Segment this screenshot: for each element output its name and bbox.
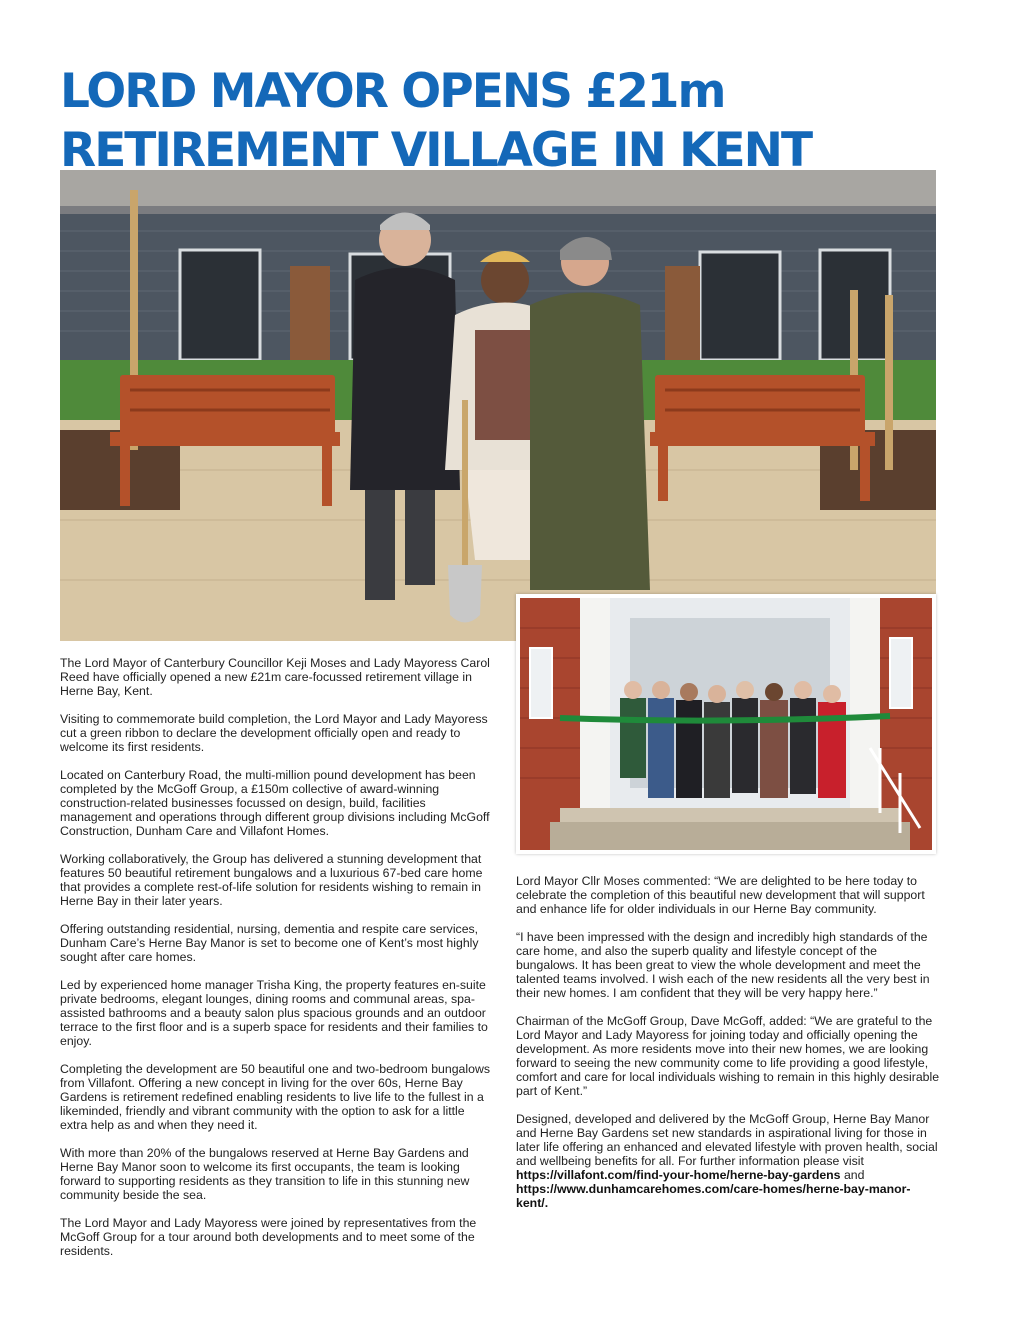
paragraph: The Lord Mayor and Lady Mayoress were joined by representatives from the McGoff Group for a tour around both developments and to meet some of the residents. [60,1216,477,1258]
closing-paragraph [516,1112,940,1210]
closing-text: Designed, developed and delivered by the McGoff Group, Herne Bay Manor and Herne Bay Gardens set new standards in aspirational living for those in later life offering an enhanced and elevated lifestyle with proven health, social and wellbeing benefits for all. For further information please visit [516,1112,938,1168]
main-photo [60,170,936,641]
paragraph: Offering outstanding residential, nursing, dementia and respite care services, Dunham Care’s Herne Bay Manor is set to become one of Kent’s most highly sought after care homes. [60,922,479,964]
ribbon-cutting-photo [516,594,936,854]
paragraph: Located on Canterbury Road, the multi-million pound development has been completed by the McGoff Group, a £150m collective of award-winning construction-related businesses focussed on design, build, facilities management and operations through different group divisions including McGoff Construction, Dunham Care and Villafont Homes. [60,768,490,838]
villafont-link[interactable]: https://villafont.com/find-your-home/herne-bay-gardens [516,1168,841,1182]
paragraph: Led by experienced home manager Trisha King, the property features en-suite private bedrooms, elegant lounges, dining rooms and communal areas, spa-assisted bathrooms and a beauty salon plus spacious grounds and an outdoor terrace to the first floor and is a superb space for residents and their families to enjoy. [60,978,488,1048]
paragraph: Working collaboratively, the Group has delivered a stunning development that features 50 beautiful retirement bungalows and a luxurious 67-bed care home that provides a complete rest-of-life solution for residents wishing to remain in Herne Bay in their later years. [60,852,483,908]
paragraph: “I have been impressed with the design and incredibly high standards of the care home, and also the superb quality and lifestyle concept of the bungalows. It has been great to view the whole development and meet the talented teams involved. I wish each of the new residents all the very best in their new homes. I am confident that they will be very happy here.” [516,930,930,1000]
dunham-care-link[interactable]: https://www.dunhamcarehomes.com/care-homes/herne-bay-manor-kent/. [516,1182,911,1210]
paragraph: Visiting to commemorate build completion, the Lord Mayor and Lady Mayoress cut a green ribbon to declare the development officially open and ready to welcome its first residents. [60,712,488,754]
headline-line-1: LORD MAYOR OPENS £21m [60,64,725,119]
paragraph: The Lord Mayor of Canterbury Councillor Keji Moses and Lady Mayoress Carol Reed have officially opened a new £21m care-focussed retirement village in Herne Bay, Kent. [60,656,490,698]
article-right-column [516,874,940,1224]
link-joiner: and [840,1168,865,1182]
headline [60,62,960,180]
paragraph: Chairman of the McGoff Group, Dave McGoff, added: “We are grateful to the Lord Mayor and Lady Mayoress for joining today and officially opening the development. As more residents move into their new homes, we are looking forward to seeing the new community come to life providing a good lifestyle, comfort and care for local individuals wishing to remain in this highly desirable part of Kent.” [516,1014,940,1098]
article-left-column [60,656,492,1272]
paragraph: With more than 20% of the bungalows reserved at Herne Bay Gardens and Herne Bay Manor soon to welcome its first occupants, the team is looking forward to supporting residents as they transition to life in this stunning new community beside the sea. [60,1146,470,1202]
headline-line-2: RETIREMENT VILLAGE IN KENT [60,123,812,178]
paragraph: Completing the development are 50 beautiful one and two-bedroom bungalows from Villafont. Offering a new concept in living for the over 60s, Herne Bay Gardens is retirement redefined enabling residents to live life to the fullest in a likeminded, friendly and vibrant community with the option to ask for a little extra help as and when they need it. [60,1062,490,1132]
paragraph: Lord Mayor Cllr Moses commented: “We are delighted to be here today to celebrate the completion of this beautiful new development that will support and enhance life for older individuals in our Herne Bay community. [516,874,925,916]
